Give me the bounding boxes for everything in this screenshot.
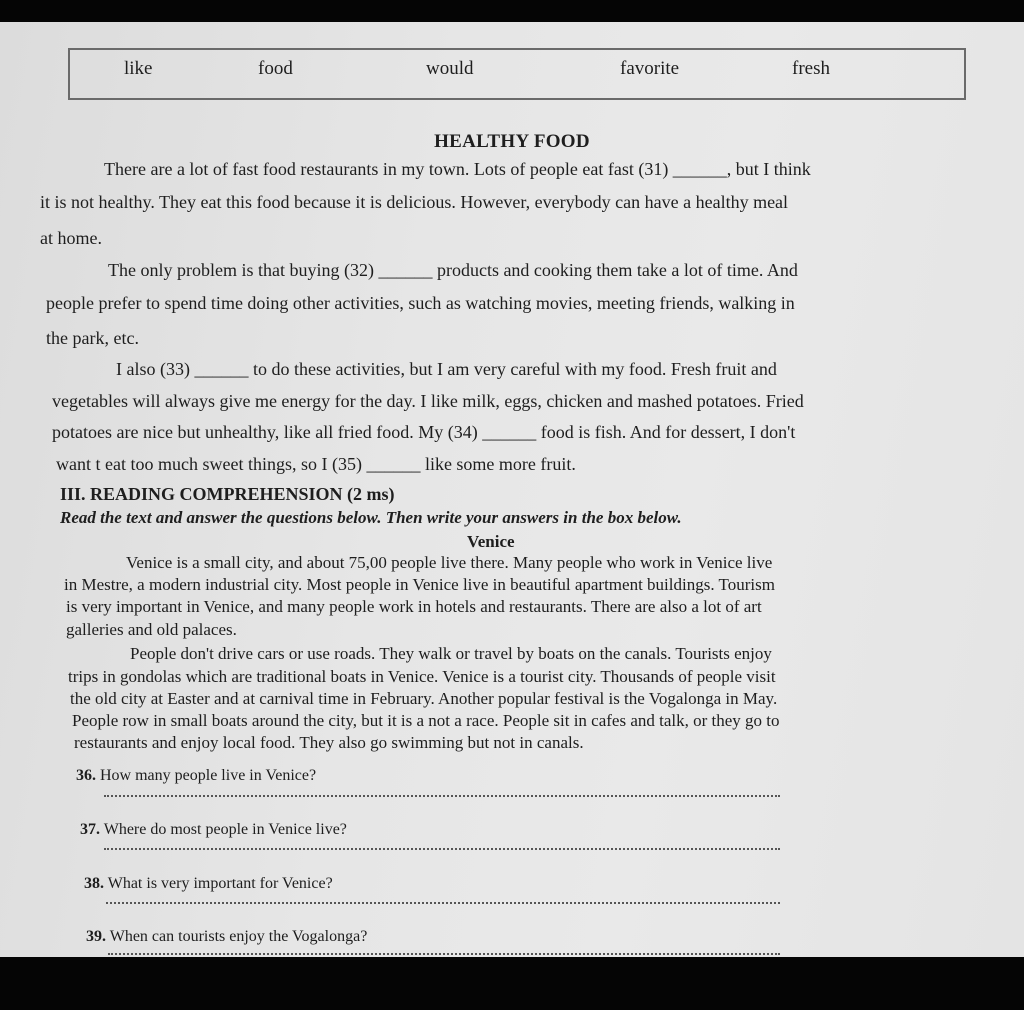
worksheet-page <box>0 22 1024 957</box>
text-line: galleries and old palaces. <box>66 620 237 639</box>
answer-line-36[interactable] <box>104 795 780 797</box>
question-text: When can tourists enjoy the Vogalonga? <box>109 928 368 945</box>
text-line: Venice is a small city, and about 75,00 people live there. Many people who work in Venice live <box>126 553 773 572</box>
question-number: 36. <box>76 767 96 784</box>
venice-title: Venice <box>467 532 515 551</box>
word-bank-item: would <box>426 58 474 79</box>
text-line: it is not healthy. They eat this food because it is delicious. However, everybody can have a healthy meal <box>40 192 789 212</box>
text-line: I also (33) ______ to do these activities, but I am very careful with my food. Fresh fruit and <box>116 359 777 379</box>
text-line: trips in gondolas which are traditional boats in Venice. Venice is a tourist city. Thousands of people visit <box>68 667 776 686</box>
answer-line-39[interactable] <box>108 953 780 955</box>
photo-bottom-border <box>0 957 1024 1010</box>
text-line: in Mestre, a modern industrial city. Most people in Venice live in beautiful apartment buildings. Tourism <box>64 575 775 594</box>
answer-line-38[interactable] <box>106 902 780 904</box>
text-line: at home. <box>40 228 102 248</box>
text-line: want t eat too much sweet things, so I (35) ______ like some more fruit. <box>56 454 576 474</box>
text-line: People don't drive cars or use roads. They walk or travel by boats on the canals. Tourists enjoy <box>130 644 772 663</box>
question-text: How many people live in Venice? <box>100 767 317 784</box>
text-line: is very important in Venice, and many people work in hotels and restaurants. There are also a lot of art <box>66 597 762 616</box>
word-bank-item: fresh <box>792 58 830 79</box>
text-line: potatoes are nice but unhealthy, like all fried food. My (34) ______ food is fish. And for dessert, I don't <box>52 422 796 442</box>
text-line: the park, etc. <box>46 328 139 348</box>
passage-title: HEALTHY FOOD <box>434 131 590 152</box>
question-38 <box>84 875 333 893</box>
word-bank-item: favorite <box>620 58 680 79</box>
text-line: People row in small boats around the city, but it is a not a race. People sit in cafes and talk, or they go to <box>72 711 780 730</box>
section-heading: III. READING COMPREHENSION (2 ms) <box>60 484 395 504</box>
text-line: There are a lot of fast food restaurants in my town. Lots of people eat fast (31) ______, but I think <box>104 159 811 179</box>
answer-line-37[interactable] <box>104 848 780 850</box>
question-text: What is very important for Venice? <box>107 875 333 892</box>
photo-top-border <box>0 0 1024 22</box>
question-39 <box>86 928 367 946</box>
question-37 <box>80 821 347 839</box>
text-line: people prefer to spend time doing other activities, such as watching movies, meeting friends, walking in <box>46 293 795 313</box>
text-line: vegetables will always give me energy for the day. I like milk, eggs, chicken and mashed potatoes. Fried <box>52 391 804 411</box>
word-bank-box <box>68 48 966 100</box>
instructions: Read the text and answer the questions below. Then write your answers in the box below. <box>60 508 682 527</box>
word-bank-item: food <box>258 58 293 79</box>
question-number: 38. <box>84 875 104 892</box>
text-line: restaurants and enjoy local food. They also go swimming but not in canals. <box>74 733 584 752</box>
question-number: 37. <box>80 821 100 838</box>
question-number: 39. <box>86 928 106 945</box>
word-bank-item: like <box>124 58 153 79</box>
text-line: The only problem is that buying (32) ______ products and cooking them take a lot of time. And <box>108 260 798 280</box>
question-36 <box>76 767 316 785</box>
question-text: Where do most people in Venice live? <box>103 821 347 838</box>
text-line: the old city at Easter and at carnival time in February. Another popular festival is the Vogalonga in May. <box>70 689 778 708</box>
